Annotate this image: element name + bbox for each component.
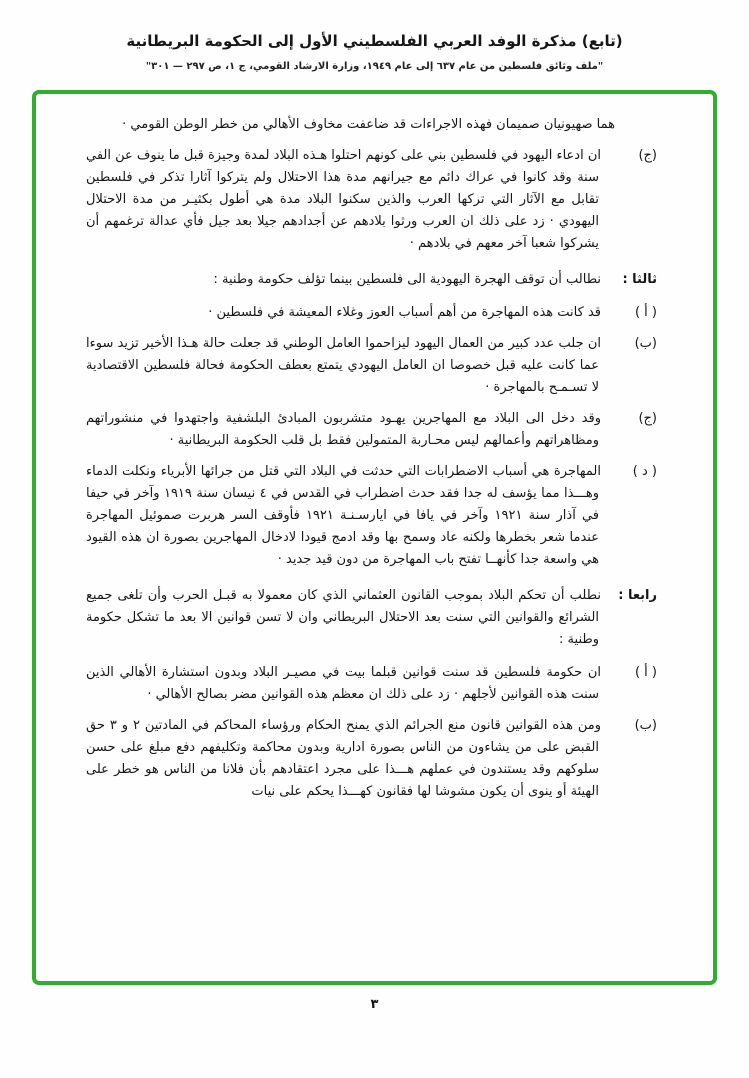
- paragraph-text: ان جلب عدد كبير من العمال اليهود ليزاحموا العامل الوطني قد جعلت حالة هـذا الأخير تزيد سوءا عما كانت عليه قبل خصوصا ان العامل اليهودي يتمتع بعطف الحكومة فحالة فلسطين الاقتصادية لا تسـمـح بالمهاجرة ·: [86, 335, 601, 395]
- paragraph: [86, 333, 657, 399]
- paragraph-marker: ( أ ): [634, 304, 657, 320]
- paragraph-marker: ( د ): [632, 463, 657, 479]
- paragraph-marker: ( أ ): [634, 664, 657, 680]
- paragraph-text: وقد دخل الى البلاد مع المهاجرين يهـود متشربون المبادئ البلشفية واجتهدوا في منشوراتهم ومظاهراتهم وأعمالهم ليس محـاربة المتمولين فقط بل قلب الحكومة البريطانية ·: [86, 410, 601, 448]
- paragraph: [86, 302, 657, 324]
- page-number: ٣: [370, 996, 379, 1012]
- paragraph-marker: رابعا :: [618, 587, 657, 603]
- paragraph: [86, 662, 657, 706]
- paragraph-text: نطلب أن تحكم البلاد بموجب القانون العثماني الذي كان معمولا به قبـل الحرب وأن تلغى جميع الشرائع والقوانين التي سنت بعد الاحتلال البريطاني وان لا تسن قوانين الا بعد ما تشكل حكومة وطنية :: [86, 587, 601, 647]
- paragraph: [86, 461, 657, 571]
- paragraph: [86, 585, 657, 651]
- paragraph: [86, 145, 657, 255]
- document-source-line: "ملف وثائق فلسطين من عام ٦٣٧ إلى عام ١٩٤٩، وزارة الارشاد القومي، ج ١، ص ٢٩٧ — ٣٠١": [145, 60, 604, 72]
- paragraph-marker: (ب): [634, 717, 657, 733]
- paragraph: [86, 269, 657, 291]
- paragraph-marker: (ج): [638, 147, 657, 163]
- paragraph-text: ان حكومة فلسطين قد سنت قوانين قبلما بيت في مصيـر البلاد وبدون استشارة الأهالي الذين سنت هذه القوانين لأجلهم · زد على ذلك ان معظم هذه القوانين مضر بصالح الأهالي ·: [86, 664, 601, 702]
- paragraph-text: نطالب أن توقف الهجرة اليهودية الى فلسطين بينما تؤلف حكومة وطنية :: [213, 271, 601, 287]
- paragraph-text: قد كانت هذه المهاجرة من أهم أسباب العوز وغلاء المعيشة في فلسطين ·: [208, 304, 601, 320]
- paragraph-text: المهاجرة هي أسباب الاضطرابات التي حدثت في البلاد التي قتل من جرائها الأبرياء ونكلت الدماء وهـــذا مما يؤسف له جدا فقد حدث اضطراب في القدس في ٤ نيسان سنة ١٩١٩ وآخر في حيفا في آذار سنة ١٩٢١ وآخر في يافا في ايارسـنـة ١٩٢١ فأوقف السر هربرت صموئيل المهاجرة عندما شعر بخطرها ولكنه عاد وسمح بها وقد ادمج قيودا لادخال المهاجرين بصورة ان هذه القيود هي واسعة جدا كأنهــا تفتح باب المهاجرة من دون قيد جديد ·: [86, 463, 601, 567]
- paragraph-marker: (ج): [638, 410, 657, 426]
- paragraph: [86, 114, 657, 136]
- paragraph-text: ومن هذه القوانين قانون منع الجرائم الذي يمنح الحكام ورؤساء المحاكم في المادتين ٢ و ٣ حق القبض على من يشاءون من الناس بصورة ادارية وبدون محاكمة وتكليفهم دفع مبلغ على حسن سلوكهم وقد يستندون في عملهم هـــذا على مجرد اعتقادهم بأن فلانا من الناس هو خطر على الهيئة أو ينوى أن يكون مشوشا لها فقانون كهـــذا يحكم على نيات: [86, 717, 601, 799]
- document-body: [36, 94, 713, 828]
- document-title: (تابع) مذكرة الوفد العربي الفلسطيني الأول إلى الحكومة البريطانية: [126, 32, 623, 50]
- paragraph-text: ان ادعاء اليهود في فلسطين بني على كونهم احتلوا هـذه البلاد لمدة وجيزة قبل ما ينوف عن الفي سنة وقد كانوا في عراك دائم مع جيرانهم مدة هذا الاحتلال ولم يتركوا آثارا تذكر في فلسطين تقابل مع الآثار التي تركها العرب والذين سكنوا البلاد مدة هي أطول بكثيـر من مدة الاحتلال اليهودي · زد على ذلك ان العرب ورثوا بلادهم عن أجدادهم جيلا بعد جيل فأي عدالة ترغمهم أن يشركوا شعبا آخر معهم في بلادهم ·: [86, 147, 601, 251]
- paragraph: [86, 715, 657, 803]
- paragraph-marker: (ب): [634, 335, 657, 351]
- paragraph: [86, 408, 657, 452]
- document-header: [40, 30, 709, 72]
- paragraph-text: هما صهيونيان صميمان فهذه الاجراءات قد ضاعفت مخاوف الأهالي من خطر الوطن القومي ·: [122, 116, 615, 132]
- paragraph-marker: ثالثا :: [622, 271, 657, 287]
- green-border-frame: [32, 90, 717, 985]
